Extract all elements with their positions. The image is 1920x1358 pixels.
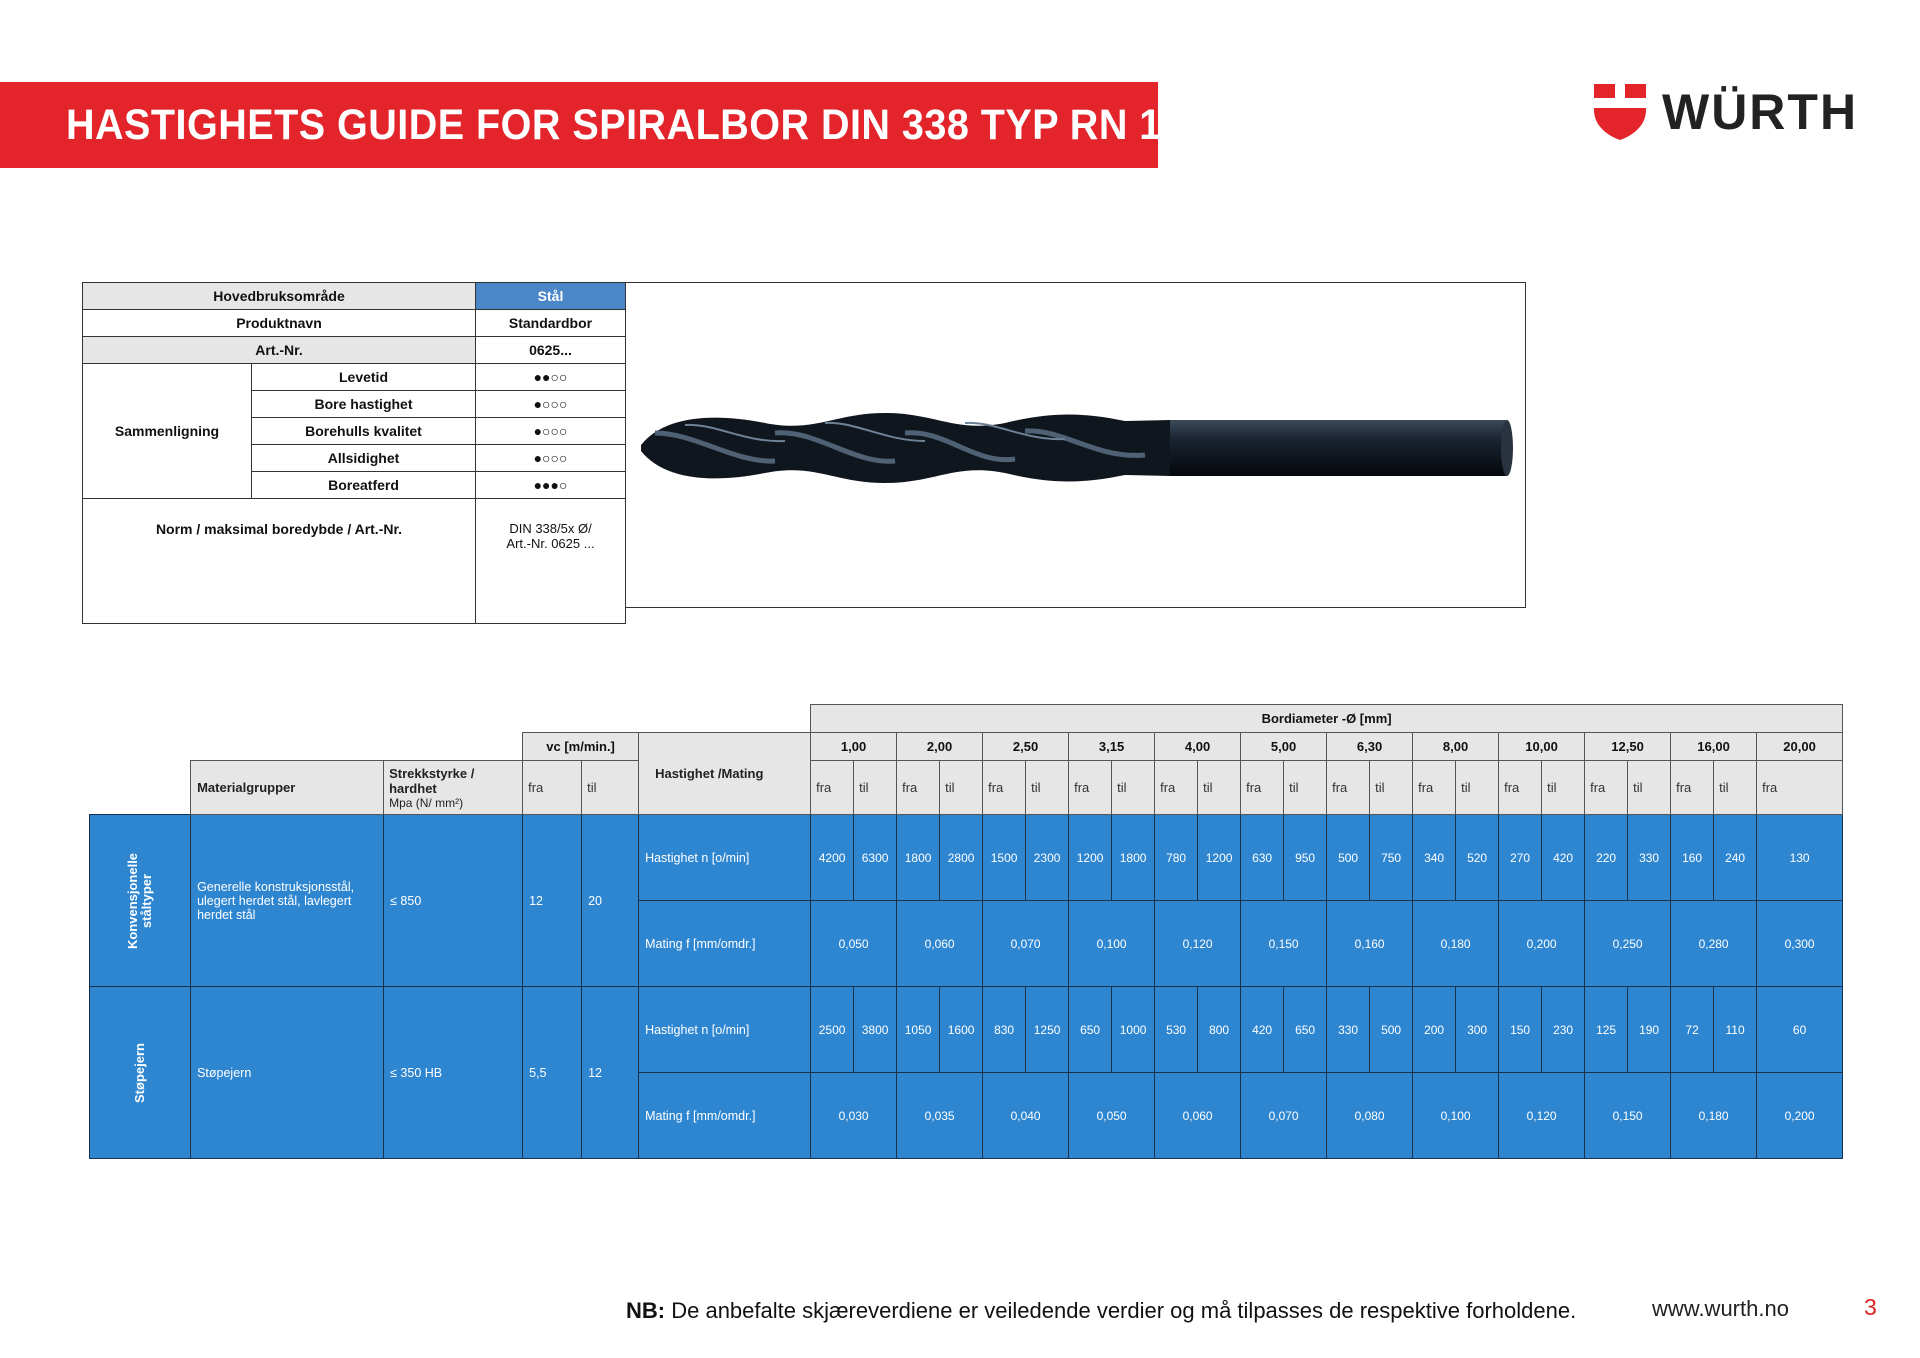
- speed-value: 500: [1370, 987, 1413, 1073]
- page-title: HASTIGHETS GUIDE FOR SPIRALBOR DIN 338 TYP RN 118°: [66, 101, 1221, 149]
- wurth-logo: [1592, 82, 1872, 142]
- feed-label-cell: Mating f [mm/omdr.]: [639, 901, 811, 987]
- feed-value: 0,200: [1499, 901, 1585, 987]
- compare-rating: ●○○○: [476, 445, 626, 472]
- norm-value: [476, 499, 626, 624]
- diameter-label: 1,00: [811, 733, 897, 761]
- diameter-label: 8,00: [1413, 733, 1499, 761]
- feed-value: 0,150: [1585, 1073, 1671, 1159]
- speed-value: 1000: [1112, 987, 1155, 1073]
- name-value: Standardbor: [476, 310, 626, 337]
- drill-bit-image: [625, 283, 1524, 607]
- feed-label-cell: Mating f [mm/omdr.]: [639, 1073, 811, 1159]
- speed-value: 500: [1327, 815, 1370, 901]
- feed-value: 0,040: [983, 1073, 1069, 1159]
- feed-value: 0,180: [1671, 1073, 1757, 1159]
- speed-value: 3800: [854, 987, 897, 1073]
- speed-value: 420: [1542, 815, 1585, 901]
- speed-value: 150: [1499, 987, 1542, 1073]
- fra-header: fra: [1757, 761, 1843, 815]
- speed-value: 1600: [940, 987, 983, 1073]
- vc-fra-header: fra: [523, 761, 582, 815]
- speed-value: 2800: [940, 815, 983, 901]
- compare-item-label: Borehulls kvalitet: [252, 418, 476, 445]
- table-row: [83, 283, 626, 310]
- compare-rating: ●●○○: [476, 364, 626, 391]
- vc-til-cell: 20: [582, 815, 639, 987]
- diameter-label: 3,15: [1069, 733, 1155, 761]
- speed-value: 950: [1284, 815, 1327, 901]
- material-header: Materialgrupper: [191, 761, 384, 815]
- diameter-label: 20,00: [1757, 733, 1843, 761]
- blank-cell: [90, 761, 191, 815]
- feed-value: 0,070: [1241, 1073, 1327, 1159]
- feed-value: 0,280: [1671, 901, 1757, 987]
- strength-cell: ≤ 350 HB: [384, 987, 523, 1159]
- fra-header: fra: [1241, 761, 1284, 815]
- compare-rating: ●●●○: [476, 472, 626, 499]
- diameter-label: 5,00: [1241, 733, 1327, 761]
- compare-rating: ●○○○: [476, 418, 626, 445]
- vc-fra-cell: 5,5: [523, 987, 582, 1159]
- diameter-label: 16,00: [1671, 733, 1757, 761]
- feed-value: 0,060: [1155, 1073, 1241, 1159]
- vc-til-cell: 12: [582, 987, 639, 1159]
- til-header: til: [1370, 761, 1413, 815]
- drill-bit-image-box: [625, 282, 1526, 608]
- fra-header: fra: [1155, 761, 1198, 815]
- compare-label: Sammenligning: [83, 364, 252, 499]
- strength-title: Strekkstyrke / hardhet: [389, 765, 475, 796]
- speed-value: 2300: [1026, 815, 1069, 901]
- area-label: Hovedbruksområde: [83, 283, 476, 310]
- speed-value: 330: [1327, 987, 1370, 1073]
- feed-value: 0,300: [1757, 901, 1843, 987]
- speed-value: 520: [1456, 815, 1499, 901]
- norm-value-line: Art.-Nr. 0625 ...: [506, 536, 595, 551]
- fra-header: fra: [1413, 761, 1456, 815]
- speed-value: 1800: [897, 815, 940, 901]
- speed-value: 1250: [1026, 987, 1069, 1073]
- area-value: Stål: [476, 283, 626, 310]
- speed-value: 630: [1241, 815, 1284, 901]
- speed-value: 6300: [854, 815, 897, 901]
- speed-value: 530: [1155, 987, 1198, 1073]
- speed-value: 4200: [811, 815, 854, 901]
- speed-value: 1200: [1069, 815, 1112, 901]
- til-header: til: [1112, 761, 1155, 815]
- speed-value: 780: [1155, 815, 1198, 901]
- speed-table: [89, 704, 1843, 1159]
- material-cell: Generelle konstruksjonsstål, ulegert herdet stål, lavlegert herdet stål: [191, 815, 384, 987]
- compare-item-label: Levetid: [252, 364, 476, 391]
- speed-value: 1500: [983, 815, 1026, 901]
- speed-value: 1800: [1112, 815, 1155, 901]
- compare-item-label: Bore hastighet: [252, 391, 476, 418]
- table-row: [90, 815, 1843, 901]
- feed-value: 0,050: [811, 901, 897, 987]
- til-header: til: [1542, 761, 1585, 815]
- speed-value: 340: [1413, 815, 1456, 901]
- vc-fra-cell: 12: [523, 815, 582, 987]
- art-value: 0625...: [476, 337, 626, 364]
- speed-value: 800: [1198, 987, 1241, 1073]
- name-label: Produktnavn: [83, 310, 476, 337]
- feed-value: 0,080: [1327, 1073, 1413, 1159]
- table-row: [83, 364, 626, 391]
- feed-value: 0,035: [897, 1073, 983, 1159]
- table-row: [90, 987, 1843, 1073]
- diameter-label: 2,00: [897, 733, 983, 761]
- speed-value: 2500: [811, 987, 854, 1073]
- fra-header: fra: [897, 761, 940, 815]
- til-header: til: [1628, 761, 1671, 815]
- fra-header: fra: [1499, 761, 1542, 815]
- feed-value: 0,150: [1241, 901, 1327, 987]
- feed-value: 0,100: [1413, 1073, 1499, 1159]
- speed-value: 1050: [897, 987, 940, 1073]
- til-header: til: [1198, 761, 1241, 815]
- spec-table: [82, 282, 626, 624]
- speed-value: 650: [1069, 987, 1112, 1073]
- speed-value: 270: [1499, 815, 1542, 901]
- speed-value: 220: [1585, 815, 1628, 901]
- speed-value: 750: [1370, 815, 1413, 901]
- category-label: Støpejern: [132, 1043, 148, 1103]
- speed-value: 330: [1628, 815, 1671, 901]
- compare-item-label: Allsidighet: [252, 445, 476, 472]
- category-cell: [90, 987, 191, 1159]
- page-number: 3: [1864, 1294, 1877, 1320]
- feed-value: 0,070: [983, 901, 1069, 987]
- til-header: til: [1026, 761, 1069, 815]
- til-header: til: [940, 761, 983, 815]
- strength-cell: ≤ 850: [384, 815, 523, 987]
- diameter-header: Bordiameter -Ø [mm]: [811, 705, 1843, 733]
- diameter-label: 2,50: [983, 733, 1069, 761]
- fra-header: fra: [1585, 761, 1628, 815]
- norm-value-line: DIN 338/5x Ø/: [509, 521, 592, 536]
- material-cell: Støpejern: [191, 987, 384, 1159]
- nb-label: NB:: [626, 1298, 666, 1323]
- blank-cell: [90, 705, 811, 733]
- til-header: til: [1284, 761, 1327, 815]
- footer-note: [626, 1298, 1576, 1324]
- speed-value: 190: [1628, 987, 1671, 1073]
- brand-name: WÜRTH: [1662, 84, 1859, 140]
- compare-item-label: Boreatferd: [252, 472, 476, 499]
- til-header: til: [1714, 761, 1757, 815]
- table-row: [83, 499, 626, 624]
- speed-value: 1200: [1198, 815, 1241, 901]
- diameter-label: 4,00: [1155, 733, 1241, 761]
- art-label: Art.-Nr.: [83, 337, 476, 364]
- speed-value: 650: [1284, 987, 1327, 1073]
- feed-value: 0,180: [1413, 901, 1499, 987]
- speed-value: 420: [1241, 987, 1284, 1073]
- feed-value: 0,050: [1069, 1073, 1155, 1159]
- feed-value: 0,030: [811, 1073, 897, 1159]
- speed-value: 230: [1542, 987, 1585, 1073]
- feed-value: 0,160: [1327, 901, 1413, 987]
- fra-header: fra: [1671, 761, 1714, 815]
- til-header: til: [854, 761, 897, 815]
- table-row: [90, 761, 1843, 815]
- wurth-emblem-icon: [1592, 82, 1648, 142]
- feed-value: 0,120: [1155, 901, 1241, 987]
- feed-value: 0,250: [1585, 901, 1671, 987]
- feed-value: 0,200: [1757, 1073, 1843, 1159]
- table-row: [83, 337, 626, 364]
- speed-label-cell: Hastighet n [o/min]: [639, 987, 811, 1073]
- table-row: [83, 310, 626, 337]
- compare-rating: ●○○○: [476, 391, 626, 418]
- blank-cell: [90, 733, 523, 761]
- diameter-label: 12,50: [1585, 733, 1671, 761]
- speed-value: 125: [1585, 987, 1628, 1073]
- speed-value: 72: [1671, 987, 1714, 1073]
- til-header: til: [1456, 761, 1499, 815]
- vc-header: vc [m/min.]: [523, 733, 639, 761]
- speed-value: 60: [1757, 987, 1843, 1073]
- speed-value: 130: [1757, 815, 1843, 901]
- speed-value: 300: [1456, 987, 1499, 1073]
- speed-value: 830: [983, 987, 1026, 1073]
- strength-unit: Mpa (N/ mm²): [389, 795, 464, 810]
- category-label: Konvensjonelle ståltyper: [125, 852, 155, 949]
- feed-value: 0,100: [1069, 901, 1155, 987]
- fra-header: fra: [811, 761, 854, 815]
- speed-label-cell: Hastighet n [o/min]: [639, 815, 811, 901]
- fra-header: fra: [983, 761, 1026, 815]
- website-link[interactable]: www.wurth.no: [1652, 1296, 1789, 1321]
- speed-value: 200: [1413, 987, 1456, 1073]
- fra-header: fra: [1327, 761, 1370, 815]
- strength-header: [384, 761, 523, 815]
- norm-label: Norm / maksimal boredybde / Art.-Nr.: [83, 499, 476, 624]
- nb-text: De anbefalte skjæreverdiene er veiledende verdier og må tilpasses de respektive forholdene.: [665, 1298, 1577, 1323]
- feed-value: 0,060: [897, 901, 983, 987]
- hast-header: Hastighet /Mating: [639, 733, 811, 815]
- diameter-label: 10,00: [1499, 733, 1585, 761]
- table-row: [90, 705, 1843, 733]
- vc-til-header: til: [582, 761, 639, 815]
- category-cell: [90, 815, 191, 987]
- fra-header: fra: [1069, 761, 1112, 815]
- speed-value: 160: [1671, 815, 1714, 901]
- feed-value: 0,120: [1499, 1073, 1585, 1159]
- speed-value: 110: [1714, 987, 1757, 1073]
- table-row: [90, 733, 1843, 761]
- diameter-label: 6,30: [1327, 733, 1413, 761]
- speed-value: 240: [1714, 815, 1757, 901]
- title-banner: [0, 82, 1221, 168]
